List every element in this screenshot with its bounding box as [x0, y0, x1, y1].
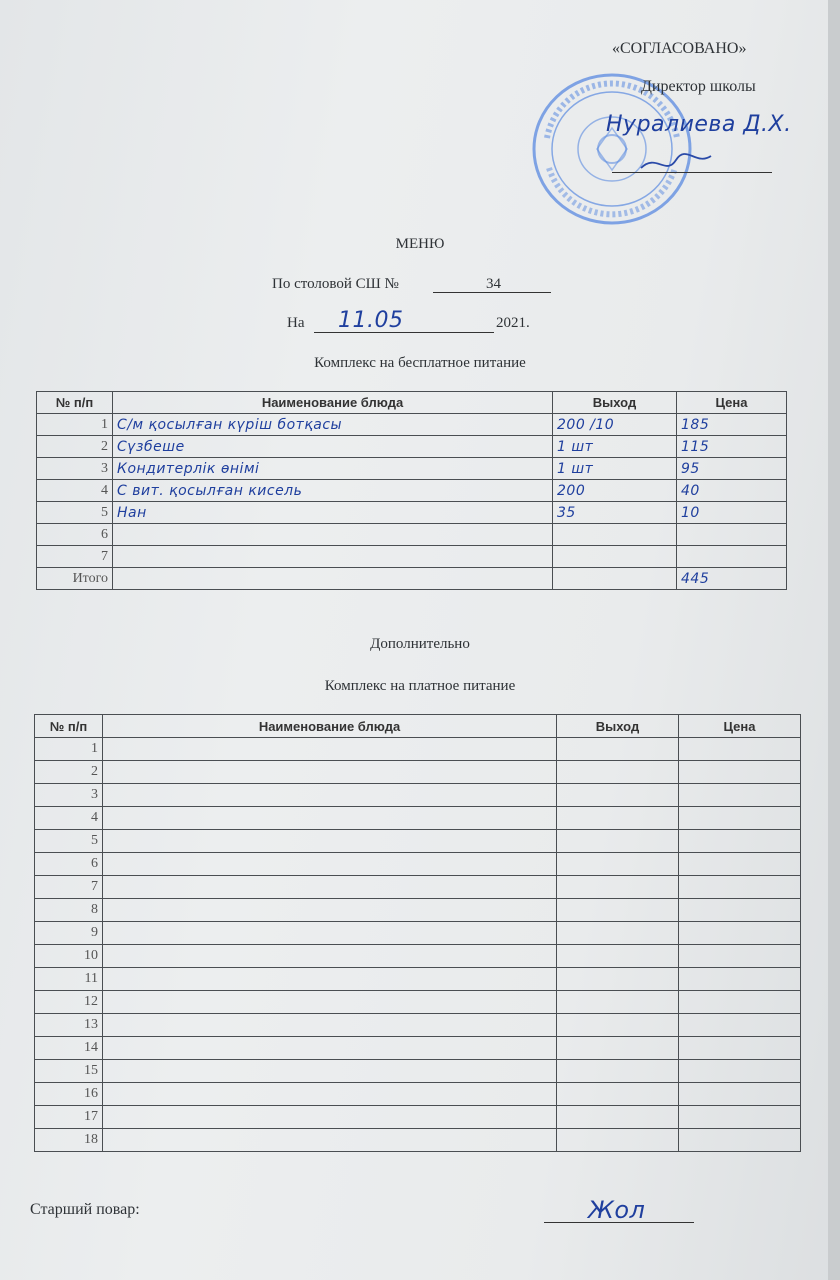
free-menu-table: [36, 391, 787, 590]
table-row: [37, 502, 787, 524]
dish-price: [677, 546, 787, 568]
table-row: [37, 458, 787, 480]
canteen-number: 34: [486, 276, 501, 292]
dish-name: [103, 1037, 557, 1060]
dish-output: 1 шт: [553, 436, 677, 458]
row-number: 7: [37, 546, 113, 568]
dish-output: [557, 968, 679, 991]
dish-name: Нан: [113, 502, 553, 524]
total-empty-cell: [113, 568, 553, 590]
dish-price: [679, 876, 801, 899]
dish-price: [679, 922, 801, 945]
dish-price: [677, 524, 787, 546]
row-number: 7: [35, 876, 103, 899]
paid-section-title: Комплекс на платное питание: [324, 678, 516, 694]
canteen-label: По столовой СШ №: [272, 276, 399, 292]
dish-price: [679, 1083, 801, 1106]
free-section-title: Комплекс на бесплатное питание: [314, 355, 526, 371]
date-label: На: [287, 315, 305, 331]
row-number: 16: [35, 1083, 103, 1106]
row-number: 18: [35, 1129, 103, 1152]
dish-name: [103, 1060, 557, 1083]
table-header-row: [37, 392, 787, 414]
dish-output: [557, 876, 679, 899]
dish-output: [557, 1014, 679, 1037]
header-number: № п/п: [37, 392, 113, 414]
total-empty-cell: [553, 568, 677, 590]
dish-price: 10: [677, 502, 787, 524]
dish-output: [557, 945, 679, 968]
dish-name: [103, 1014, 557, 1037]
table-row: [35, 1037, 801, 1060]
dish-price: [679, 1037, 801, 1060]
table-row: [37, 480, 787, 502]
row-number: 3: [35, 784, 103, 807]
header-output: Выход: [553, 392, 677, 414]
row-number: 9: [35, 922, 103, 945]
dish-name: [103, 899, 557, 922]
table-row: [35, 853, 801, 876]
row-number: 2: [35, 761, 103, 784]
dish-price: 95: [677, 458, 787, 480]
dish-name: [103, 922, 557, 945]
director-signature: Нуралиева Д.Х.: [606, 112, 792, 137]
dish-output: 200 /10: [553, 414, 677, 436]
row-number: 5: [35, 830, 103, 853]
dish-name: [103, 738, 557, 761]
row-number: 5: [37, 502, 113, 524]
dish-name: [103, 968, 557, 991]
approval-heading: «СОГЛАСОВАНО»: [612, 40, 747, 57]
table-row: [35, 784, 801, 807]
dish-name: [103, 1106, 557, 1129]
header-price: Цена: [679, 715, 801, 738]
dish-name: Сүзбеше: [113, 436, 553, 458]
row-number: 2: [37, 436, 113, 458]
dish-output: [557, 738, 679, 761]
header-price: Цена: [677, 392, 787, 414]
row-number: 4: [37, 480, 113, 502]
header-dish: Наименование блюда: [113, 392, 553, 414]
dish-output: [557, 1037, 679, 1060]
row-number: 1: [37, 414, 113, 436]
dish-price: [679, 945, 801, 968]
table-row: [37, 524, 787, 546]
table-row: [35, 738, 801, 761]
table-row: [35, 899, 801, 922]
cook-signature: Жол: [588, 1196, 646, 1224]
table-row: [35, 1129, 801, 1152]
dish-output: [557, 1083, 679, 1106]
dish-output: 1 шт: [553, 458, 677, 480]
dish-price: [679, 899, 801, 922]
dish-name: [103, 876, 557, 899]
row-number: 15: [35, 1060, 103, 1083]
director-position: Директор школы: [641, 78, 756, 95]
row-number: 11: [35, 968, 103, 991]
total-value: 445: [677, 568, 787, 590]
row-number: 3: [37, 458, 113, 480]
signature-scribble: [636, 148, 716, 178]
dish-price: [679, 1129, 801, 1152]
dish-name: [113, 546, 553, 568]
row-number: 12: [35, 991, 103, 1014]
header-dish: Наименование блюда: [103, 715, 557, 738]
row-number: 13: [35, 1014, 103, 1037]
dish-price: [679, 991, 801, 1014]
total-label: Итого: [37, 568, 113, 590]
date-year: 2021.: [496, 315, 530, 331]
header-output: Выход: [557, 715, 679, 738]
cook-label: Старший повар:: [30, 1201, 140, 1218]
table-row: [37, 414, 787, 436]
header-number: № п/п: [35, 715, 103, 738]
total-row: [37, 568, 787, 590]
dish-output: [557, 784, 679, 807]
table-row: [37, 546, 787, 568]
table-row: [35, 807, 801, 830]
row-number: 4: [35, 807, 103, 830]
table-row: [35, 922, 801, 945]
table-row: [35, 991, 801, 1014]
dish-name: [103, 761, 557, 784]
date-handwritten: 11.05: [338, 308, 404, 333]
dish-output: [557, 1060, 679, 1083]
row-number: 17: [35, 1106, 103, 1129]
additional-label: Дополнительно: [370, 636, 470, 652]
dish-output: [553, 546, 677, 568]
dish-price: [679, 1014, 801, 1037]
row-number: 14: [35, 1037, 103, 1060]
dish-price: 185: [677, 414, 787, 436]
row-number: 1: [35, 738, 103, 761]
dish-name: [103, 830, 557, 853]
table-header-row: [35, 715, 801, 738]
dish-name: [113, 524, 553, 546]
dish-output: [557, 1106, 679, 1129]
dish-name: [103, 1083, 557, 1106]
dish-name: [103, 991, 557, 1014]
dish-price: 115: [677, 436, 787, 458]
dish-output: [557, 853, 679, 876]
dish-name: Кондитерлік өнімі: [113, 458, 553, 480]
dish-name: [103, 1129, 557, 1152]
dish-output: [553, 524, 677, 546]
dish-name: [103, 807, 557, 830]
row-number: 10: [35, 945, 103, 968]
table-row: [35, 1014, 801, 1037]
dish-output: 200: [553, 480, 677, 502]
dish-price: [679, 830, 801, 853]
dish-output: [557, 991, 679, 1014]
dish-price: [679, 761, 801, 784]
dish-output: [557, 807, 679, 830]
dish-name: [103, 853, 557, 876]
row-number: 8: [35, 899, 103, 922]
table-row: [35, 830, 801, 853]
row-number: 6: [37, 524, 113, 546]
dish-price: [679, 807, 801, 830]
row-number: 6: [35, 853, 103, 876]
table-row: [35, 945, 801, 968]
table-row: [35, 876, 801, 899]
table-row: [35, 1060, 801, 1083]
table-row: [35, 1083, 801, 1106]
table-row: [35, 761, 801, 784]
dish-output: [557, 922, 679, 945]
dish-price: [679, 1060, 801, 1083]
dish-output: [557, 1129, 679, 1152]
page-title: МЕНЮ: [395, 236, 445, 252]
dish-name: [103, 784, 557, 807]
table-row: [35, 968, 801, 991]
dish-price: [679, 784, 801, 807]
paid-menu-table: [34, 714, 801, 1152]
dish-name: [103, 945, 557, 968]
dish-output: 35: [553, 502, 677, 524]
table-row: [35, 1106, 801, 1129]
dish-price: [679, 1106, 801, 1129]
dish-name: С/м қосылған күріш ботқасы: [113, 414, 553, 436]
dish-price: [679, 853, 801, 876]
dish-output: [557, 899, 679, 922]
dish-output: [557, 830, 679, 853]
dish-output: [557, 761, 679, 784]
dish-name: С вит. қосылған кисель: [113, 480, 553, 502]
dish-price: 40: [677, 480, 787, 502]
dish-price: [679, 738, 801, 761]
table-row: [37, 436, 787, 458]
dish-price: [679, 968, 801, 991]
